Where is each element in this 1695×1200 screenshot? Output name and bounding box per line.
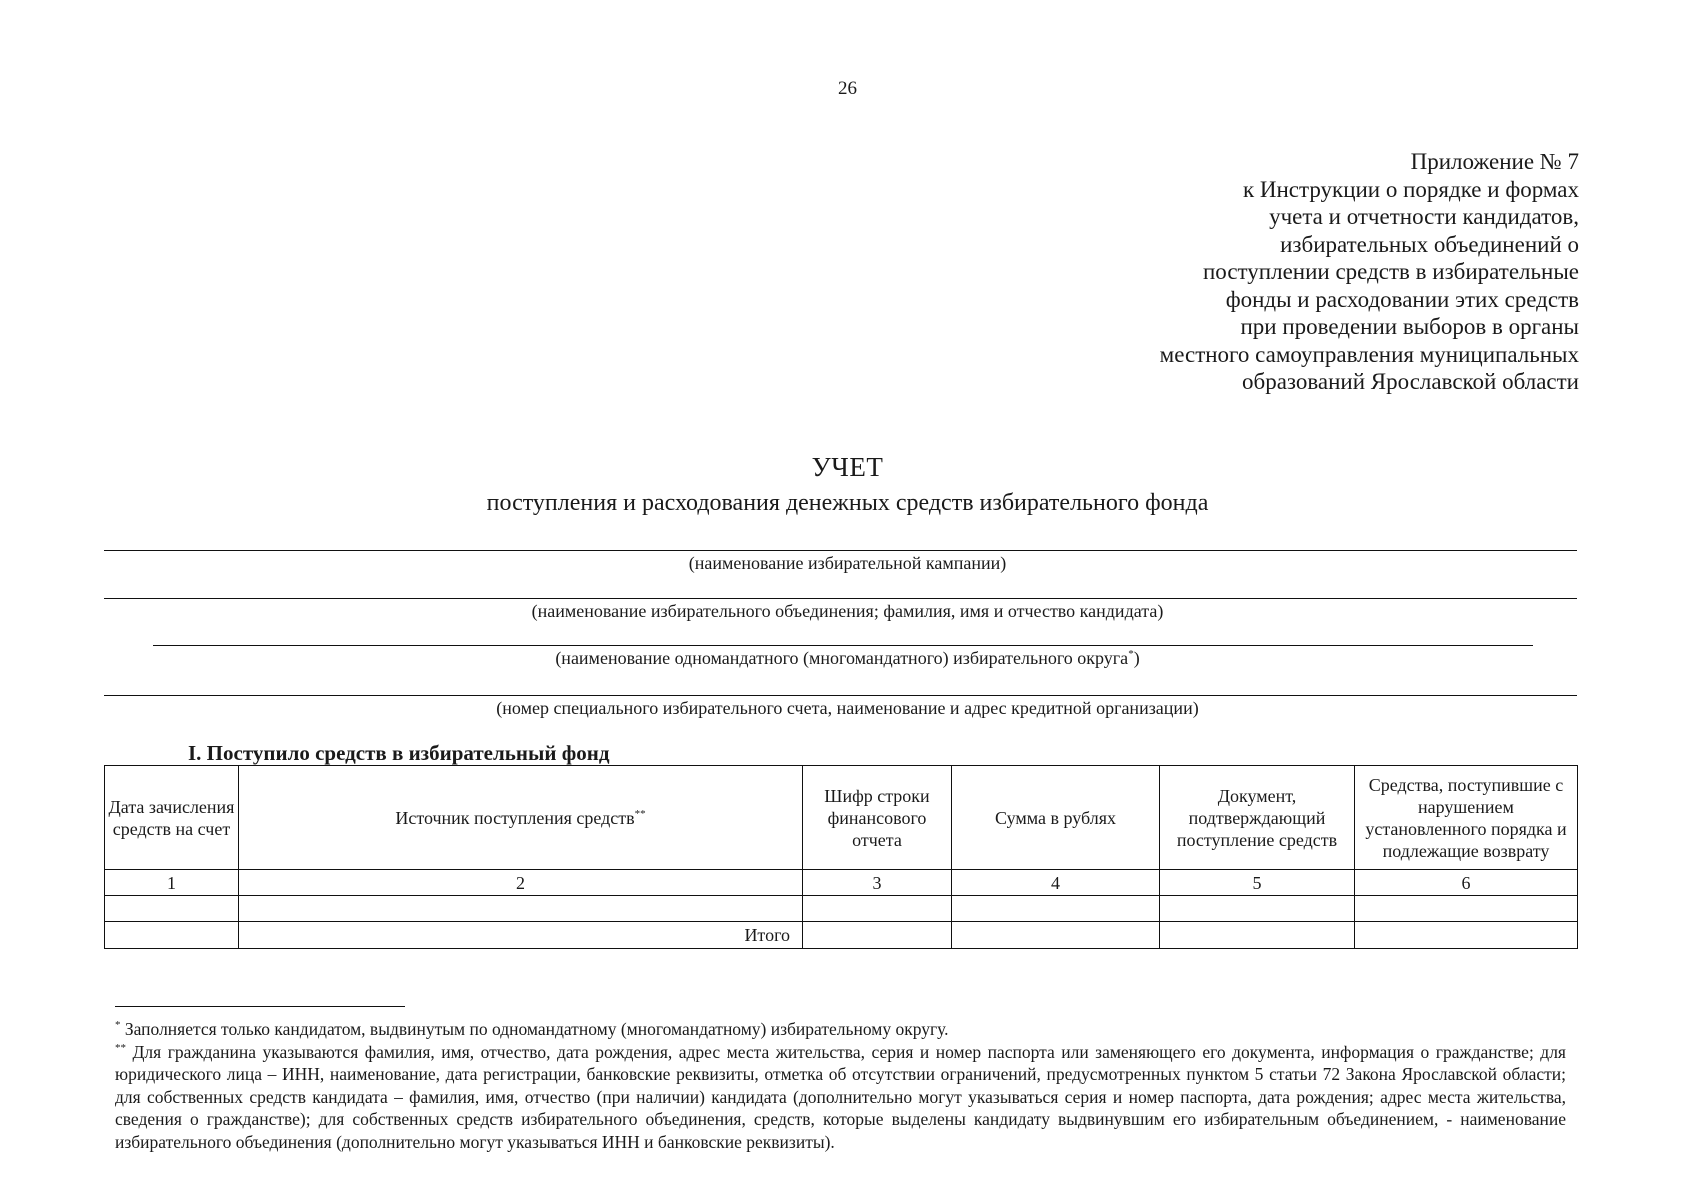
- footnote-1: [115, 1018, 1566, 1041]
- table-cell: [239, 896, 803, 922]
- footnote-2-text: Для гражданина указываются фамилия, имя, отчество, дата рождения, адрес места жительства, серия и номер паспорта или заменяющего его документа, информация о гражданстве; для юридического лица – ИНН, наименование, дата регистрации, банковские реквизиты, отметка об отсутствии ограничений, предусмотренных пунктом 5 статьи 72 Закона Ярославской области; для собственных средств кандидата – фамилия, имя, отчество (при наличии) кандидата (дополнительно могут указываться серия и номер паспорта, дата рождения; адрес места жительства, сведения о гражданстве); для собственных средств избирательного объединения, средств, которые выделены кандидату выдвинувшим его избирательным объединением, - наименование избирательного объединения (дополнительно могут указываться ИНН и банковские реквизиты).: [115, 1041, 1566, 1152]
- source-footnote-mark: **: [634, 807, 646, 820]
- column-number: 6: [1355, 870, 1578, 896]
- appendix-line: Приложение № 7: [1410, 149, 1579, 174]
- table-cell: [1160, 896, 1355, 922]
- appendix-line: образований Ярославской области: [1242, 369, 1579, 394]
- appendix-line: к Инструкции о порядке и формах: [1242, 176, 1579, 202]
- footnote-2-mark: **: [115, 1041, 126, 1054]
- table-row: [105, 896, 1578, 922]
- total-label: Итого: [239, 922, 803, 949]
- appendix-line: поступлении средств в избирательные: [1202, 259, 1579, 284]
- table-cell: [105, 896, 239, 922]
- table-cell: [1355, 896, 1578, 922]
- table-cell: [1355, 922, 1578, 949]
- column-number: 5: [1160, 870, 1355, 896]
- header-violation: Средства, поступившие с нарушением установленного порядка и подлежащие возврату: [1355, 766, 1578, 870]
- section-heading: I. Поступило средств в избирательный фонд: [188, 741, 610, 765]
- header-source-text: Источник поступления средств: [395, 807, 635, 828]
- document-subtitle: поступления и расходования денежных средств избирательного фонда: [486, 490, 1209, 516]
- account-caption: (номер специального избирательного счета, наименование и адрес кредитной организации): [496, 698, 1199, 718]
- footnote-1-mark: *: [115, 1019, 121, 1032]
- table-cell: [952, 896, 1160, 922]
- header-date: Дата зачисления средств на счет: [105, 766, 239, 870]
- document-title: УЧЕТ: [811, 452, 884, 482]
- header-document: Документ, подтверждающий поступление средств: [1160, 766, 1355, 870]
- appendix-block: [1160, 148, 1579, 396]
- appendix-line: местного самоуправления муниципальных: [1159, 341, 1579, 367]
- column-number: 3: [803, 870, 952, 896]
- district-caption-text: (наименование одномандатного (многомандатного) избирательного округа: [555, 648, 1129, 668]
- appendix-line: учета и отчетности кандидатов,: [1269, 204, 1579, 229]
- column-number-row: [105, 870, 1578, 896]
- appendix-line: фонды и расходовании этих средств: [1225, 286, 1579, 312]
- candidate-fill-line: [104, 598, 1577, 599]
- table-cell: [803, 922, 952, 949]
- campaign-fill-line: [104, 550, 1577, 551]
- income-table: [104, 765, 1578, 949]
- footnote-1-text: Заполняется только кандидатом, выдвинутым по одномандатному (многомандатному) избирательному округу.: [120, 1019, 949, 1039]
- page-number: 26: [838, 78, 857, 99]
- district-caption-close: ): [1133, 648, 1140, 668]
- table-cell: [1160, 922, 1355, 949]
- district-caption: [0, 648, 1695, 669]
- candidate-caption: (наименование избирательного объединения; фамилия, имя и отчество кандидата): [531, 601, 1164, 621]
- appendix-line: избирательных объединений о: [1280, 231, 1579, 257]
- table-cell: [803, 896, 952, 922]
- campaign-caption: (наименование избирательной кампании): [688, 553, 1007, 573]
- footnote-2: [115, 1041, 1566, 1154]
- total-row: [105, 922, 1578, 949]
- column-number: 2: [239, 870, 803, 896]
- header-amount: Сумма в рублях: [952, 766, 1160, 870]
- table-cell: [105, 922, 239, 949]
- column-number: 4: [952, 870, 1160, 896]
- column-number: 1: [105, 870, 239, 896]
- table-cell: [952, 922, 1160, 949]
- appendix-line: при проведении выборов в органы: [1240, 314, 1579, 339]
- header-code: Шифр строки финансового отчета: [803, 766, 952, 870]
- account-fill-line: [104, 695, 1577, 696]
- footnotes: [115, 1018, 1566, 1153]
- header-source: [239, 766, 803, 870]
- district-fill-line: [153, 645, 1533, 646]
- footnote-separator: [115, 1006, 405, 1007]
- district-footnote-mark: *: [1128, 648, 1134, 660]
